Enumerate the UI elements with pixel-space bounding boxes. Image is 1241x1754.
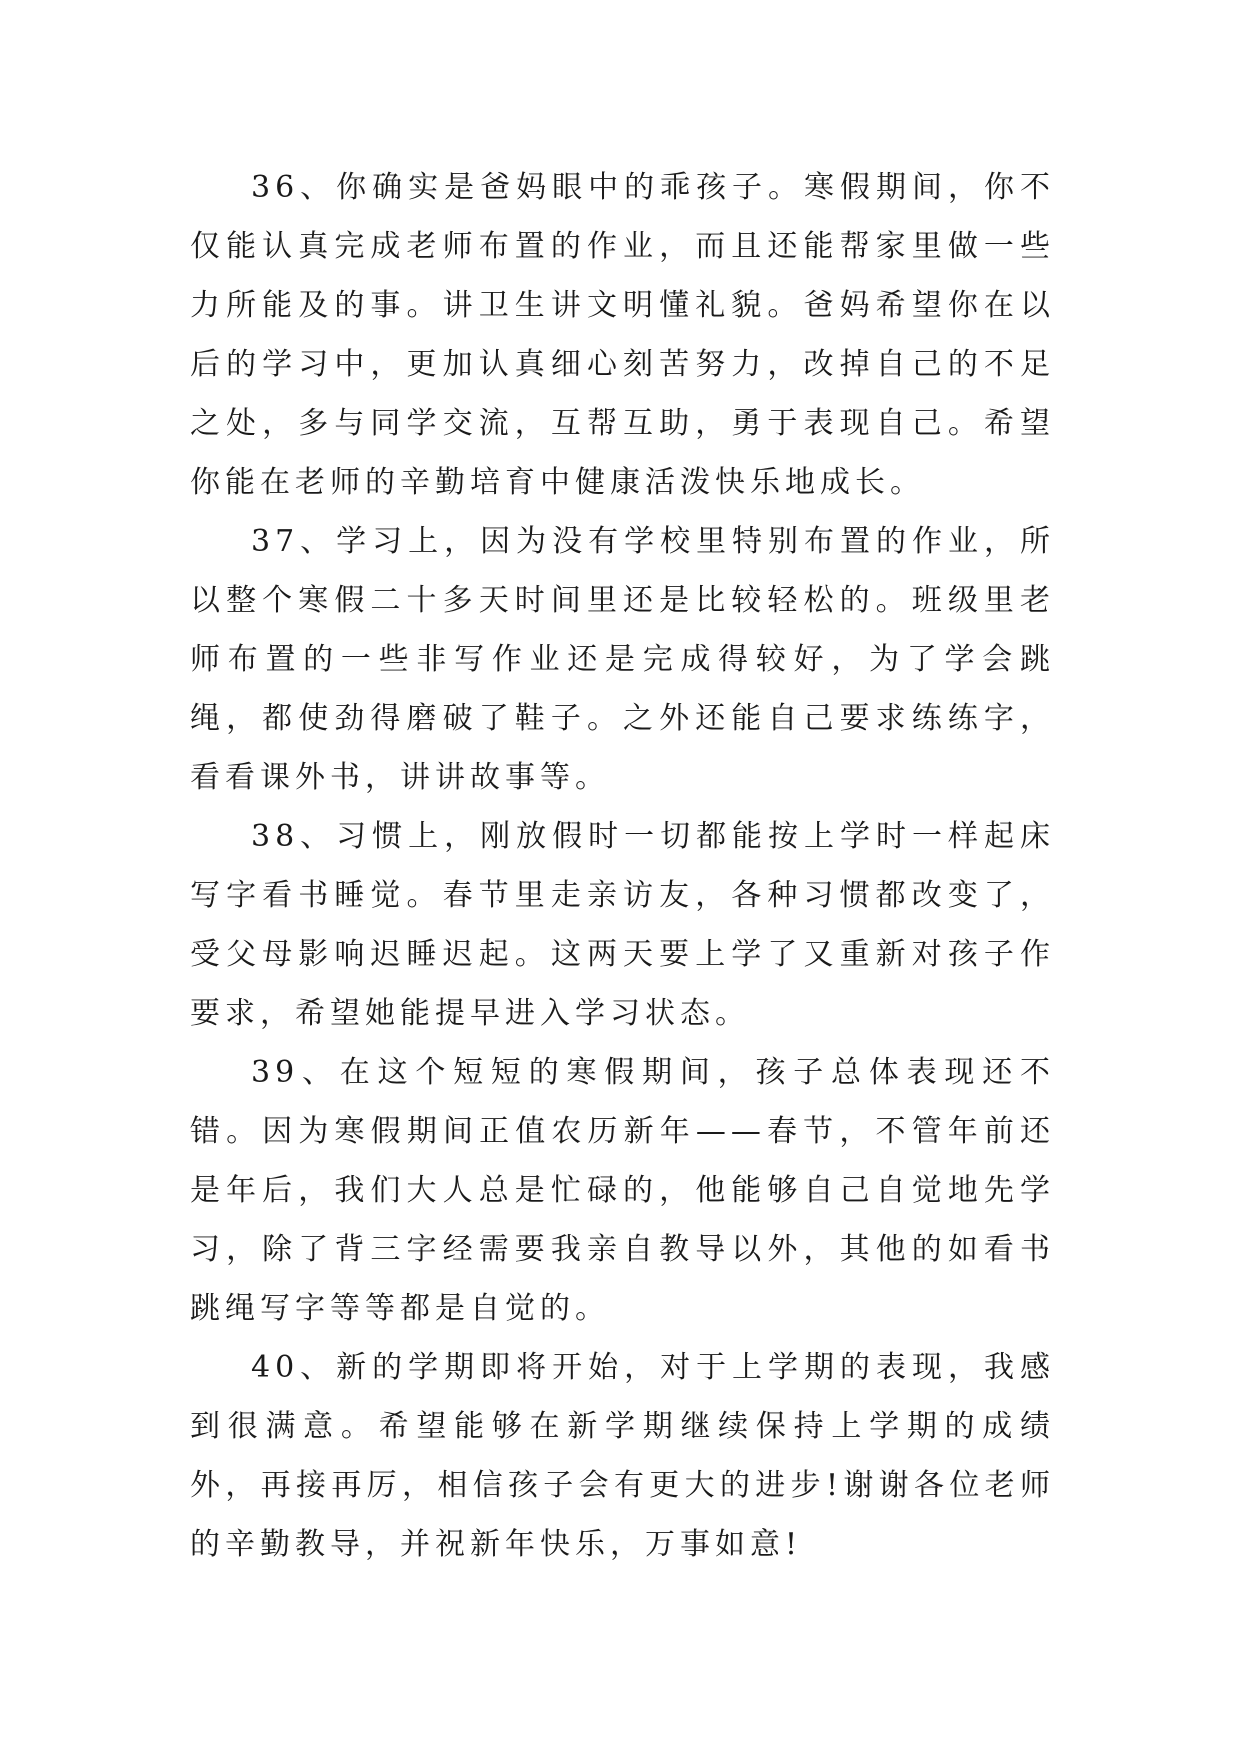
paragraph-38: 38、习惯上，刚放假时一切都能按上学时一样起床写字看书睡觉。春节里走亲访友，各种习惯都改变了，受父母影响迟睡迟起。这两天要上学了又重新对孩子作要求，希望她能提早进入学习状态。 [190,819,1055,1031]
paragraph-37: 37、学习上，因为没有学校里特别布置的作业，所以整个寒假二十多天时间里还是比较轻松的。班级里老师布置的一些非写作业还是完成得较好，为了学会跳绳，都使劲得磨破了鞋子。之外还能自己要求练练字，看看课外书，讲讲故事等。 [190,524,1055,795]
paragraph-39: 39、在这个短短的寒假期间，孩子总体表现还不错。因为寒假期间正值农历新年——春节，不管年前还是年后，我们大人总是忙碌的，他能够自己自觉地先学习，除了背三字经需要我亲自教导以外，其他的如看书跳绳写字等等都是自觉的。 [190,1055,1055,1326]
paragraph-36: 36、你确实是爸妈眼中的乖孩子。寒假期间，你不仅能认真完成老师布置的作业，而且还能帮家里做一些力所能及的事。讲卫生讲文明懂礼貌。爸妈希望你在以后的学习中，更加认真细心刻苦努力，改掉自己的不足之处，多与同学交流，互帮互助，勇于表现自己。希望你能在老师的辛勤培育中健康活泼快乐地成长。 [190,170,1055,500]
document-body [190,158,1055,1574]
paragraph-40: 40、新的学期即将开始，对于上学期的表现，我感到很满意。希望能够在新学期继续保持上学期的成绩外，再接再厉，相信孩子会有更大的进步!谢谢各位老师的辛勤教导，并祝新年快乐，万事如意! [190,1350,1055,1562]
